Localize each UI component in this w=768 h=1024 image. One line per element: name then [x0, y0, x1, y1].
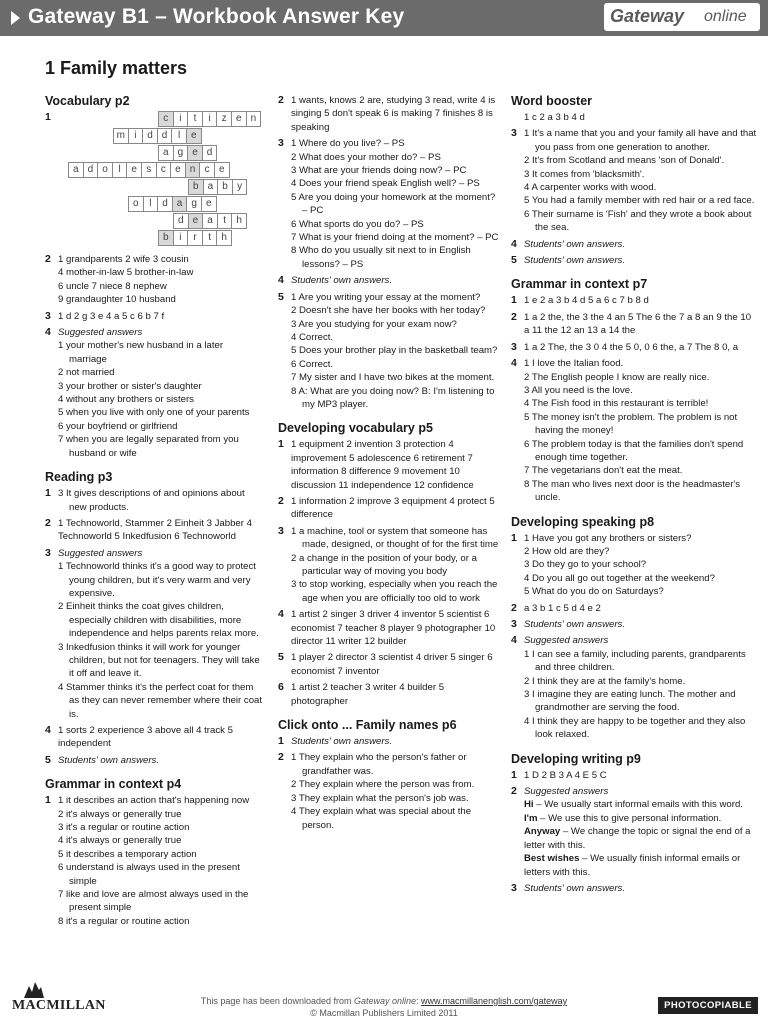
answer-item: 7 when you are legally separated from you husband or wife [58, 434, 239, 459]
answer-item: 1 It's a name that you and your family all have and that you pass from one generation to another. [524, 128, 757, 153]
crossword-cell: e [186, 128, 202, 144]
section-title: Vocabulary p2 [45, 94, 130, 108]
crossword-cell: r [187, 230, 203, 246]
unit-title: 1 Family matters [45, 58, 188, 78]
exercise-number: 1 [45, 111, 51, 123]
answer-line: 1 artist 2 teacher 3 writer 4 builder 5 photographer [291, 682, 445, 707]
answer-item: 7 My sister and I have two bikes at the moment. [291, 372, 495, 384]
download-colon: : [416, 996, 422, 1006]
answer-item: 5 when you live with only one of your parents [58, 407, 250, 419]
crossword-cell: e [187, 145, 203, 161]
exercise [511, 294, 757, 307]
answer-item: 1 I can see a family, including parents, grandparents and three children. [524, 648, 746, 674]
exercise-number: 3 [278, 524, 284, 537]
answer-item: 6 Correct. [291, 358, 334, 370]
exercise [278, 525, 500, 605]
answer-line: 1 wants, knows 2 are, studying 3 read, write 4 is singing 5 don't speak 6 is making 7 finishes 8 is speaking [291, 95, 496, 133]
crossword-cell: e [170, 162, 186, 178]
page-title: Gateway B1 – Workbook Answer Key [28, 5, 405, 28]
answer-line: Students' own answers. [524, 619, 626, 630]
crossword-row [158, 145, 216, 160]
answer-item [524, 825, 757, 852]
answer-item: 2 What does your mother do? – PS [291, 151, 441, 163]
answer-item: 1 They explain who the person's father or grandfather was. [291, 752, 467, 777]
crossword-cell: d [83, 162, 99, 178]
exercise-number: 3 [511, 881, 517, 894]
answer-item: 3 Do they go to your school? [524, 559, 647, 571]
exercise [45, 754, 263, 767]
crossword-cell: l [112, 162, 128, 178]
crossword-cell: t [217, 213, 233, 229]
answer-line: 1 d 2 g 3 e 4 a 5 c 6 b 7 f [58, 310, 165, 322]
exercise [45, 310, 263, 323]
answer-item: 4 Correct. [291, 331, 334, 343]
exercise-number: 1 [278, 735, 284, 748]
answer-item: 2 The English people I know are really nice. [524, 371, 710, 383]
section-title: Developing vocabulary p5 [278, 421, 433, 436]
exercise [278, 495, 500, 522]
section-title: Developing speaking p8 [511, 514, 655, 529]
crossword-cell: g [186, 196, 202, 212]
answer-item: 3 to stop working, especially when you reach the age when you are officially too old to work [291, 579, 498, 604]
answer-item: 5 Does your brother play in the basketball team? [291, 345, 498, 357]
exercise [45, 326, 263, 460]
exercise-number: 3 [511, 618, 517, 630]
answer-item: 5 it describes a temporary action [58, 848, 197, 860]
answer-item: 7 What is your friend doing at the moment? – PC [291, 232, 499, 244]
answer-line: a 3 b 1 c 5 d 4 e 2 [524, 602, 601, 614]
answer-line: Students' own answers. [58, 754, 160, 766]
exercise [511, 357, 757, 504]
answer-item: 4 The Fish food in this restaurant is terrible! [524, 398, 709, 410]
exercise [45, 111, 263, 247]
macmillan-mountain-icon [24, 978, 44, 998]
download-pre: This page has been downloaded from [200, 996, 354, 1006]
answer-line: 6 uncle 7 niece 8 nephew [58, 280, 167, 292]
term: I'm [524, 812, 538, 824]
exercise [45, 517, 263, 544]
answer-item: 3 Are you studying for your exam now? [291, 318, 457, 330]
answer-line: 1 e 2 a 3 b 4 d 5 a 6 c 7 b 8 d [524, 295, 649, 307]
crossword-cell: m [113, 128, 129, 144]
crossword-cell: o [128, 196, 144, 212]
answer-item: 7 like and love are almost always used in the present simple [58, 889, 249, 914]
answer-item [524, 798, 757, 811]
exercise [278, 681, 500, 708]
answer-item [524, 812, 757, 825]
exercise [511, 602, 757, 615]
answer-item: 8 The man who lives next door is the headmaster's uncle. [524, 478, 741, 504]
answer-item: 8 A: What are you doing now? B: I'm listening to my MP3 player. [291, 385, 495, 410]
answer-line: 1 equipment 2 invention 3 protection 4 improvement 5 adolescence 6 retirement 7 information 8 difference 9 movement 10 discussion 11 independence 12 confidence [291, 439, 474, 491]
answer-item: 2 a change in the position of your body, or a particular way of moving you body [291, 552, 477, 577]
answer-item: 1 I love the Italian food. [524, 358, 624, 370]
exercise [511, 341, 757, 354]
crossword-cell: i [128, 128, 144, 144]
crossword-cell: d [173, 213, 189, 229]
crossword-cell: e [188, 213, 204, 229]
answer-item: 3 What are your friends doing now? – PC [291, 165, 467, 177]
answer-item: 2 it's always or generally true [58, 808, 182, 820]
exercise-number: 3 [45, 546, 51, 559]
column-2 [278, 94, 500, 835]
answer-item: 5 The money isn't the problem. The problem is not having the money! [524, 411, 738, 437]
answer-item: 1 Are you writing your essay at the moment? [291, 291, 481, 303]
answer-item: 4 A carpenter works with wood. [524, 182, 657, 194]
answer-line: 1 artist 2 singer 3 driver 4 inventor 5 scientist 6 economist 7 teacher 8 player 9 photographer 10 director 11 writer 12 builder [291, 609, 496, 648]
answer-line: 9 grandaughter 10 husband [58, 294, 176, 306]
exercise-number: 5 [511, 254, 517, 267]
answer-line: Students' own answers. [291, 275, 393, 287]
answer-line: 1 sorts 2 experience 3 above all 4 track 5 independent [58, 725, 233, 750]
crossword-cell: c [158, 111, 174, 127]
crossword-row [173, 213, 246, 228]
crossword-cell: e [214, 162, 230, 178]
exercise [511, 618, 757, 631]
crossword-cell: t [187, 111, 203, 127]
crossword-row [128, 196, 216, 211]
logo-main-text: Gateway [610, 6, 685, 26]
exercise [45, 794, 263, 928]
exercise [511, 311, 757, 338]
answer-line: Students' own answers. [524, 238, 626, 250]
crossword-row [158, 111, 260, 126]
logo-sub-text: online [704, 8, 747, 25]
term: Best wishes [524, 853, 580, 865]
answer-line: Students' own answers. [524, 882, 626, 894]
answer-line: 1 information 2 improve 3 equipment 4 protect 5 difference [291, 495, 495, 521]
section-title: Click onto ... Family names p6 [278, 718, 457, 733]
answer-item: 1 Have you got any brothers or sisters? [524, 532, 692, 544]
answer-item: 4 Do you all go out together at the weekend? [524, 572, 715, 584]
crossword-cell: i [173, 230, 189, 246]
answer-item: 3 Inkedfusion thinks it will work for younger children, but not for teenagers. They will take it off and leave it. [58, 641, 260, 680]
exercise-number: 1 [45, 487, 51, 500]
exercise-number: 1 [45, 794, 51, 807]
answer-item: 8 it's a regular or routine action [58, 915, 190, 927]
exercise-number: 2 [278, 751, 284, 764]
answer-item: 3 it's a regular or routine action [58, 822, 190, 834]
exercise-number: 4 [45, 724, 51, 736]
exercise-number: 6 [278, 681, 284, 694]
crossword-cell: a [172, 196, 188, 212]
crossword-cell: h [216, 230, 232, 246]
answer-item: 2 Einheit thinks the coat gives children, especially children with disabilities, more independence and helps parents relax more. [58, 601, 259, 640]
crossword-cell: y [232, 179, 248, 195]
answer-item: 4 without any brothers or sisters [58, 394, 194, 406]
crossword-row [113, 128, 201, 143]
answer-line: 1 a 2 the, the 3 the 4 an 5 The 6 the 7 a 8 an 9 the 10 a 11 the 12 an 13 a 14 the [524, 311, 752, 337]
exercise-number: 4 [45, 326, 51, 339]
answer-item: 3 They explain what the person's job was. [291, 792, 469, 804]
answer-item: 1 it describes an action that's happening now [58, 795, 250, 807]
section-title: Grammar in context p4 [45, 777, 182, 792]
crossword-cell: l [171, 128, 187, 144]
answer-item: 6 understand is always used in the present simple [58, 862, 240, 887]
exercise [278, 751, 500, 831]
exercise [511, 882, 757, 895]
exercise [511, 769, 757, 782]
answer-line: 1 a 2 The, the 3 0 4 the 5 0, 0 6 the, a 7 The 8 0, a [524, 341, 739, 353]
crossword-row [68, 162, 229, 177]
answer-item: 6 your boyfriend or girlfriend [58, 420, 178, 432]
answer-line: Students' own answers. [524, 255, 626, 267]
crossword-cell: n [246, 111, 262, 127]
exercise-number: 4 [511, 357, 517, 370]
download-link[interactable]: www.macmillanenglish.com/gateway [421, 996, 568, 1006]
answer-line: 4 mother-in-law 5 brother-in-law [58, 267, 194, 279]
crossword-cell: c [156, 162, 172, 178]
suggested-heading: Suggested answers [524, 786, 609, 798]
term: Anyway [524, 826, 561, 838]
exercise-number: 3 [511, 340, 517, 353]
exercise [278, 608, 500, 648]
answer-item: 8 Who do you usually sit next to in English lessons? – PS [291, 245, 471, 270]
answer-line: 1 player 2 director 3 scientist 4 driver 5 singer 6 economist 7 inventor [291, 652, 493, 677]
answer-item: 1 your mother's new husband in a later marriage [58, 340, 224, 365]
crossword-row [188, 179, 246, 194]
answer-item: 4 They explain what was special about the person. [291, 806, 472, 831]
section-title: Grammar in context p7 [511, 277, 648, 292]
exercise-number: 2 [511, 601, 517, 614]
exercise-number: 5 [278, 651, 284, 664]
exercise [278, 274, 500, 287]
exercise [278, 94, 500, 134]
download-notice [0, 996, 768, 1006]
crossword-cell: n [185, 162, 201, 178]
answer-item: 7 The vegetarians don't eat the meat. [524, 465, 683, 477]
exercise-number: 1 [511, 768, 517, 781]
publisher-name: MACMILLAN [12, 998, 106, 1013]
crossword-cell: s [141, 162, 157, 178]
crossword-cell: d [157, 128, 173, 144]
exercise [511, 785, 757, 879]
answer-item: 4 Does your friend speak English well? – PS [291, 178, 480, 190]
answer-item: 6 The problem today is that the families don't spend enough time together. [524, 438, 744, 463]
answer-line: 1 Technoworld, Stammer 2 Einheit 3 Jabber 4 Technoworld 5 Inkedfusion 6 Technoworld [58, 517, 252, 543]
crossword-cell: e [201, 196, 217, 212]
exercise [45, 547, 263, 721]
term-desc: – We usually finish informal emails or letters with this. [524, 853, 741, 878]
crossword-row [158, 230, 231, 245]
suggested-heading: Suggested answers [524, 635, 609, 647]
answer-item: 4 Stammer thinks it's the perfect coat for them as they can never remember where their coat is. [58, 681, 263, 720]
answer-item: 3 your brother or sister's daughter [58, 380, 202, 392]
answer-item: 2 How old are they? [524, 545, 610, 557]
exercise [45, 724, 263, 751]
header-bar [0, 0, 768, 36]
exercise-number: 2 [511, 785, 517, 798]
answer-item: 6 What sports do you do? – PS [291, 218, 424, 230]
copyright: © Macmillan Publishers Limited 2011 [310, 1008, 458, 1018]
crossword-cell: h [231, 213, 247, 229]
crossword-cell: o [97, 162, 113, 178]
column-1 [45, 94, 263, 931]
answer-item: 2 I think they are at the family's home. [524, 675, 686, 687]
crossword-cell: i [202, 111, 218, 127]
exercise [45, 487, 263, 514]
crossword-cell: b [217, 179, 233, 195]
arrow-icon [11, 11, 20, 25]
crossword-cell: b [188, 179, 204, 195]
answer-item: 3 It gives descriptions of and opinions about new products. [58, 488, 245, 513]
exercise-number: 3 [511, 127, 517, 140]
answer-line: 1 D 2 B 3 A 4 E 5 C [524, 769, 607, 781]
exercise-number: 3 [45, 309, 51, 322]
photocopiable-badge: PHOTOCOPIABLE [658, 997, 758, 1014]
exercise [278, 735, 500, 748]
term-desc: – We usually start informal emails with this word. [533, 799, 743, 811]
download-site: Gateway online [353, 996, 417, 1006]
answer-item: 5 Are you doing your homework at the moment? – PC [291, 191, 496, 217]
exercise-number: 4 [278, 608, 284, 621]
crossword-cell: a [158, 145, 174, 161]
column-3 [511, 94, 757, 898]
exercise-number: 5 [45, 753, 51, 766]
crossword-cell: c [199, 162, 215, 178]
answer-item: 1 a machine, tool or system that someone has made, designed, or thought of for the first time [291, 525, 499, 551]
exercise-number: 2 [278, 94, 284, 106]
exercise-number: 3 [278, 137, 284, 150]
crossword-cell: d [157, 196, 173, 212]
answer-line: Students' own answers. [291, 736, 393, 748]
crossword-cell: t [202, 230, 218, 246]
gateway-logo [604, 3, 760, 31]
answer-item: 6 Their surname is 'Fish' and they wrote a book about the sea. [524, 208, 752, 234]
answer-item: 5 What do you do on Saturdays? [524, 586, 664, 598]
crossword-cell: d [202, 145, 218, 161]
exercise-number: 4 [511, 634, 517, 647]
answer-item: 3 All you need is the love. [524, 384, 633, 396]
exercise-number: 1 [511, 531, 517, 544]
crossword-cell: g [173, 145, 189, 161]
exercise [511, 254, 757, 267]
exercise-number: 2 [511, 310, 517, 323]
answer-item [524, 852, 757, 879]
exercise [278, 291, 500, 412]
answer-item: 2 They explain where the person was from. [291, 779, 475, 791]
crossword-cell: e [126, 162, 142, 178]
exercise-number: 4 [278, 274, 284, 287]
suggested-heading: Suggested answers [58, 547, 143, 559]
crossword-cell: b [158, 230, 174, 246]
answer-item: 4 I think they are happy to be together and they also look relaxed. [524, 715, 746, 741]
exercise-number: 1 [278, 438, 284, 451]
exercise [278, 651, 500, 678]
section-title: Developing writing p9 [511, 751, 641, 766]
exercise [511, 111, 757, 124]
crossword-grid [58, 111, 263, 247]
answer-item: 4 it's always or generally true [58, 835, 182, 847]
exercise [278, 438, 500, 492]
crossword-cell: a [203, 179, 219, 195]
crossword-cell: i [173, 111, 189, 127]
exercise-number: 2 [45, 516, 51, 529]
exercise-number: 5 [278, 290, 284, 303]
exercise [511, 634, 757, 741]
crossword-cell: d [142, 128, 158, 144]
answer-item: 3 It comes from 'blacksmith'. [524, 168, 645, 180]
term-desc: – We change the topic or signal the end of a letter with this. [524, 826, 751, 851]
answer-item: 1 Technoworld thinks it's a good way to protect young children, but it's very warm and very expensive. [58, 561, 256, 599]
crossword-cell: a [68, 162, 84, 178]
exercise-number: 1 [511, 294, 517, 307]
exercise-number: 2 [45, 253, 51, 265]
exercise [45, 253, 263, 307]
crossword-cell: l [143, 196, 159, 212]
exercise [511, 127, 757, 234]
exercise-number: 4 [511, 237, 517, 250]
crossword-cell: e [231, 111, 247, 127]
section-title: Word booster [511, 94, 593, 108]
answer-item: 2 Doesn't she have her books with her today? [291, 305, 486, 317]
crossword-cell: z [216, 111, 232, 127]
term-desc: – We use this to give personal information. [537, 812, 722, 824]
answer-item: 1 Where do you live? – PS [291, 138, 405, 150]
answer-item: 2 not married [58, 367, 115, 379]
exercise [278, 137, 500, 271]
exercise [511, 238, 757, 251]
answer-item: 5 You had a family member with red hair or a red face. [524, 195, 755, 207]
crossword-cell: a [202, 213, 218, 229]
section-title: Reading p3 [45, 470, 113, 485]
term: Hi [524, 799, 534, 811]
answer-item: 3 I imagine they are eating lunch. The mother and grandmother are serving the food. [524, 689, 736, 714]
answer-item: 2 It's from Scotland and means 'son of Donald'. [524, 155, 725, 167]
exercise [511, 532, 757, 599]
exercise-number: 2 [278, 494, 284, 507]
suggested-heading: Suggested answers [58, 327, 143, 339]
answer-line: 1 c 2 a 3 b 4 d [524, 112, 585, 123]
answer-line: 1 grandparents 2 wife 3 cousin [58, 254, 189, 265]
